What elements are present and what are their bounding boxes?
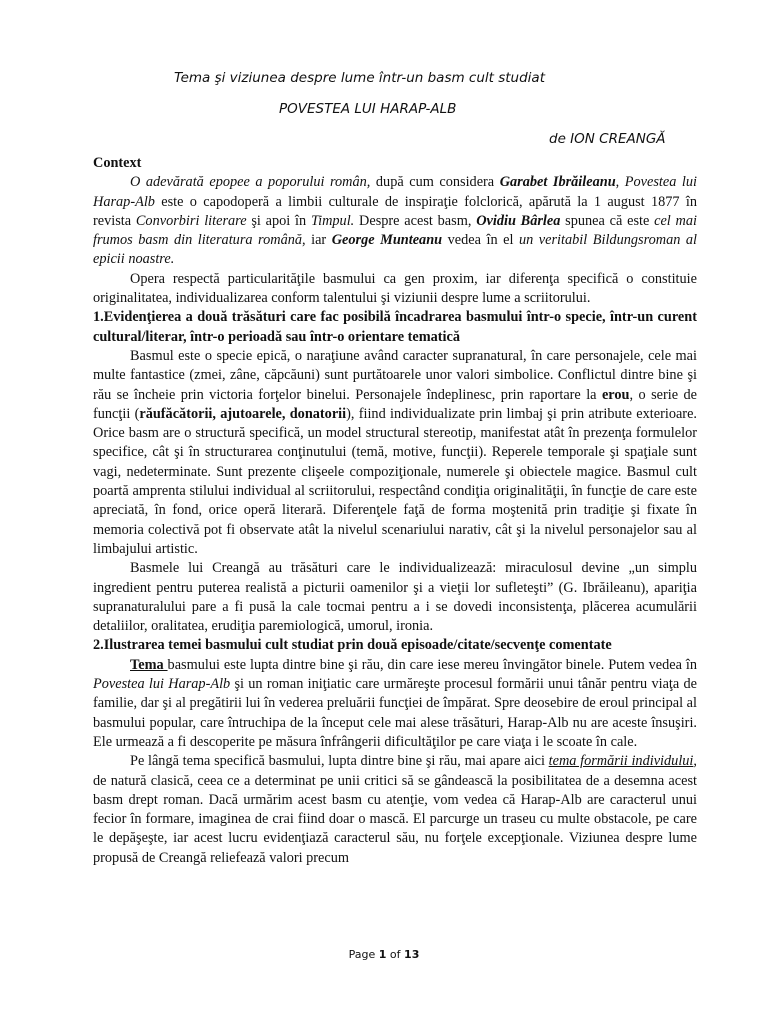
document-title: Tema şi viziunea despre lume într-un basm cult studiat — [174, 70, 545, 86]
section-heading-2: 2.Ilustrarea temei basmului cult studiat prin două episoade/citate/secvenţe comentate — [93, 637, 612, 654]
document-body — [93, 154, 697, 868]
section-heading-1: 1.Evidenţierea a două trăsături care fac posibilă încadrarea basmului într-o specie, într-un curent cultural/literar, într-o perioadă sau într-o orientare tematică — [93, 309, 697, 345]
context-paragraph-2: Opera respectă particularităţile basmului ca gen proxim, iar diferenţa specifică o constituie originalitatea, individualizarea conform talentului şi viziunii despre lume a scriitorului. — [93, 270, 697, 307]
page-footer: Page 1 of 13 — [348, 948, 420, 961]
context-heading: Context — [93, 155, 142, 171]
author-line: de ION CREANGĂ — [549, 131, 666, 147]
section1-paragraph-1: Basmul este o specie epică, o naraţiune având caracter supranatural, în care personajele, cele mai multe fantastice (zmei, zâne, căpcăuni) sunt purtătoarele unor valori simbolice. Conflictul dintre bine şi rău se încheie prin victoria forţelor binelui. Personajele îndeplinesc, prin raportare la erou, o serie de funcţii (răufăcătorii, ajutoarele, donatorii), fiind individualizate prin limbaj şi prin atribute exterioare. Orice basm are o structură specifică, un model structural stereotip, manifestat atât în prezenţa formulelor specifice, cât şi în structurarea conţinutului (temă, motive, funcţii). Reperele temporale şi spaţiale sunt vagi, nedeterminate. Sunt prezente clişeele compoziţionale, numerele şi obiectele magice. Basmul cult poartă amprenta stilului individual al scriitorului, respectând condiţia originalităţii, în funcţie de care este apreciată, în fond, orice operă literară. Diferenţele faţă de forma moştenită prin tradiţie şi fixate în memoria colectivă pot fi observate atât la nivelul scenariului narativ, cât şi la nivelul personajelor sau al limbajului artistic. — [93, 347, 697, 557]
section1-paragraph-2: Basmele lui Creangă au trăsături care le individualizează: miraculosul devine „un simplu ingredient pentru puterea realistă a picturii oamenilor şi a vieţii lor sufleteşti” (G. Ibrăileanu), apariţia supranaturalului pare a fi pusă la cale tocmai pentru a i se dovedi inconsistenţa, plăcerea acumulării detaliilor, oralitatea, erudiţia paremiologică, umorul, ironia. — [93, 560, 697, 635]
page-total: 13 — [404, 948, 420, 961]
section2-paragraph-1: Tema basmului este lupta dintre bine şi rău, din care iese mereu învingător binele. Putem vedea în Povestea lui Harap-Alb şi un roman iniţiatic care urmăreşte procesul formării unui tânăr pentru viaţa de familie, dar şi al pregătirii lui în vederea preluării funcţiei de împărat. Spre deosebire de eroul principal al basmului popular, care întruchipa de la început cele mai alese trăsături, Harap-Alb nu are aceste însuşiri. Ele urmează a fi descoperite pe măsura înfrângerii dificultăţilor pe care viaţa i le scoate în cale. — [93, 656, 697, 750]
section2-paragraph-2: Pe lângă tema specifică basmului, lupta dintre bine şi rău, mai apare aici tema formării individului, de natură clasică, ceea ce a determinat pe unii critici să se gândească la posibilitatea de a desemna acest basm drept roman. Dacă urmărim acest basm cu atenţie, vom vedea că Harap-Alb are caracterul unui fecior în formare, imaginea de crai fiind doar o mască. El parcurge un traseu cu multe obstacole, pe care le depăşeşte, iar acest lucru evidenţiază caracterul său, nu forţele excepţionale. Viziunea despre lume propusă de Creangă reliefează valori precum — [93, 753, 697, 866]
page-number: 1 — [378, 948, 387, 961]
document-subtitle: POVESTEA LUI HARAP-ALB — [279, 101, 457, 117]
context-paragraph-1: O adevărată epopee a poporului român, după cum considera Garabet Ibrăileanu, Povestea lui Harap-Alb este o capodoperă a limbii culturale de inspiraţie folclorică, apărută la 1 august 1877 în revista Convorbiri literare şi apoi în Timpul. Despre acest basm, Ovidiu Bârlea spunea că este cel mai frumos basm din literatura română, iar George Munteanu vedea în el un veritabil Bildungsroman al epicii noastre. — [93, 174, 698, 268]
